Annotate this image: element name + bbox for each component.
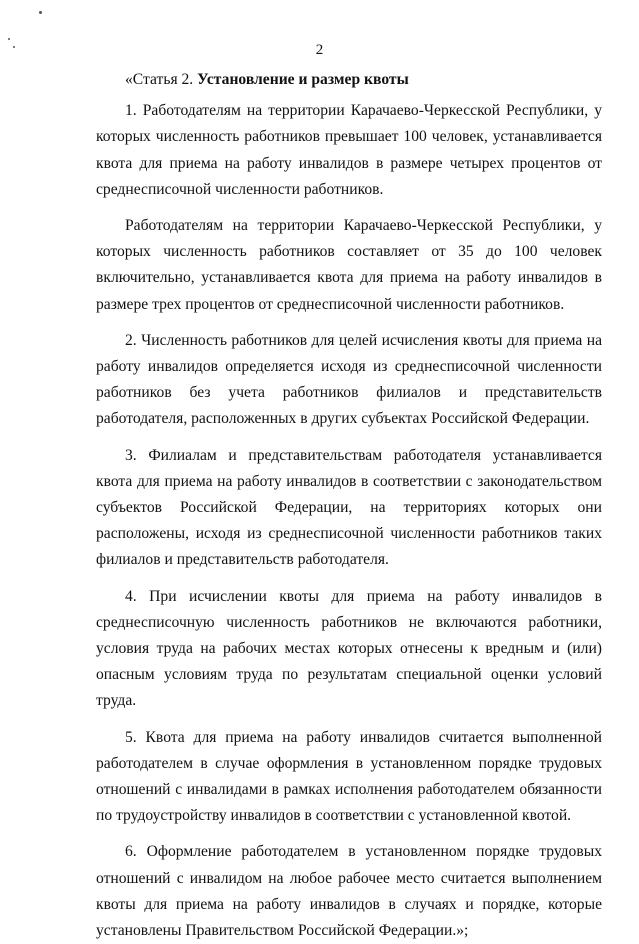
- page-number: 2: [315, 42, 324, 58]
- article-paragraph-1: 1. Работодателям на территории Карачаево-Черкесской Республики, у которых численность работников превышает 100 человек, устанавливается квота для приема на работу инвалидов в размере четырех процентов от среднесписочной численности работников.: [96, 102, 602, 198]
- article-paragraph-6: 6. Оформление работодателем в установленном порядке трудовых отношений с инвалидом на любое рабочее место считается выполнением квоты для приема на работу инвалидов в случаях и порядке, которые установлены Правительством Российской Федерации.»;: [96, 843, 602, 940]
- article-paragraph-1-continued: Работодателям на территории Карачаево-Черкесской Республики, у которых численность работников составляет от 35 до 100 человек включительно, устанавливается квота для приема на работу инвалидов в размере трех процентов от среднесписочной численности работников.: [96, 217, 602, 313]
- scan-speck: [8, 38, 10, 40]
- article-body: [96, 67, 602, 944]
- article-heading-prefix: «Статья 2.: [125, 71, 198, 88]
- article-paragraph-5: 5. Квота для приема на работу инвалидов считается выполненной работодателем в случае оформления в установленном порядке трудовых отношений с инвалидами в рамках исполнения работодателем обязанности по трудоустройству инвалидов в соответствии с установленной квотой.: [96, 728, 602, 825]
- article-paragraph-4: 4. При исчислении квоты для приема на работу инвалидов в среднесписочную численность работников не включаются работники, условия труда на рабочих местах которых отнесены к вредным и (или) опасным условиям труда по результатам специальной оценки условий труда.: [96, 587, 602, 710]
- article-heading: [96, 67, 602, 93]
- article-paragraph-3: 3. Филиалам и представительствам работодателя устанавливается квота для приема на работу инвалидов в соответствии с законодательством субъектов Российской Федерации, на территориях которых они расположены, исходя из среднесписочной численности работников таких филиалов и представительств работодателя.: [96, 446, 602, 569]
- scan-speck: [39, 11, 42, 14]
- article-paragraph-2: 2. Численность работников для целей исчисления квоты для приема на работу инвалидов определяется исходя из среднесписочной численности работников без учета работников филиалов и представительств работодателя, расположенных в других субъектах Российской Федерации.: [96, 331, 602, 428]
- article-heading-title: Установление и размер квоты: [197, 71, 409, 88]
